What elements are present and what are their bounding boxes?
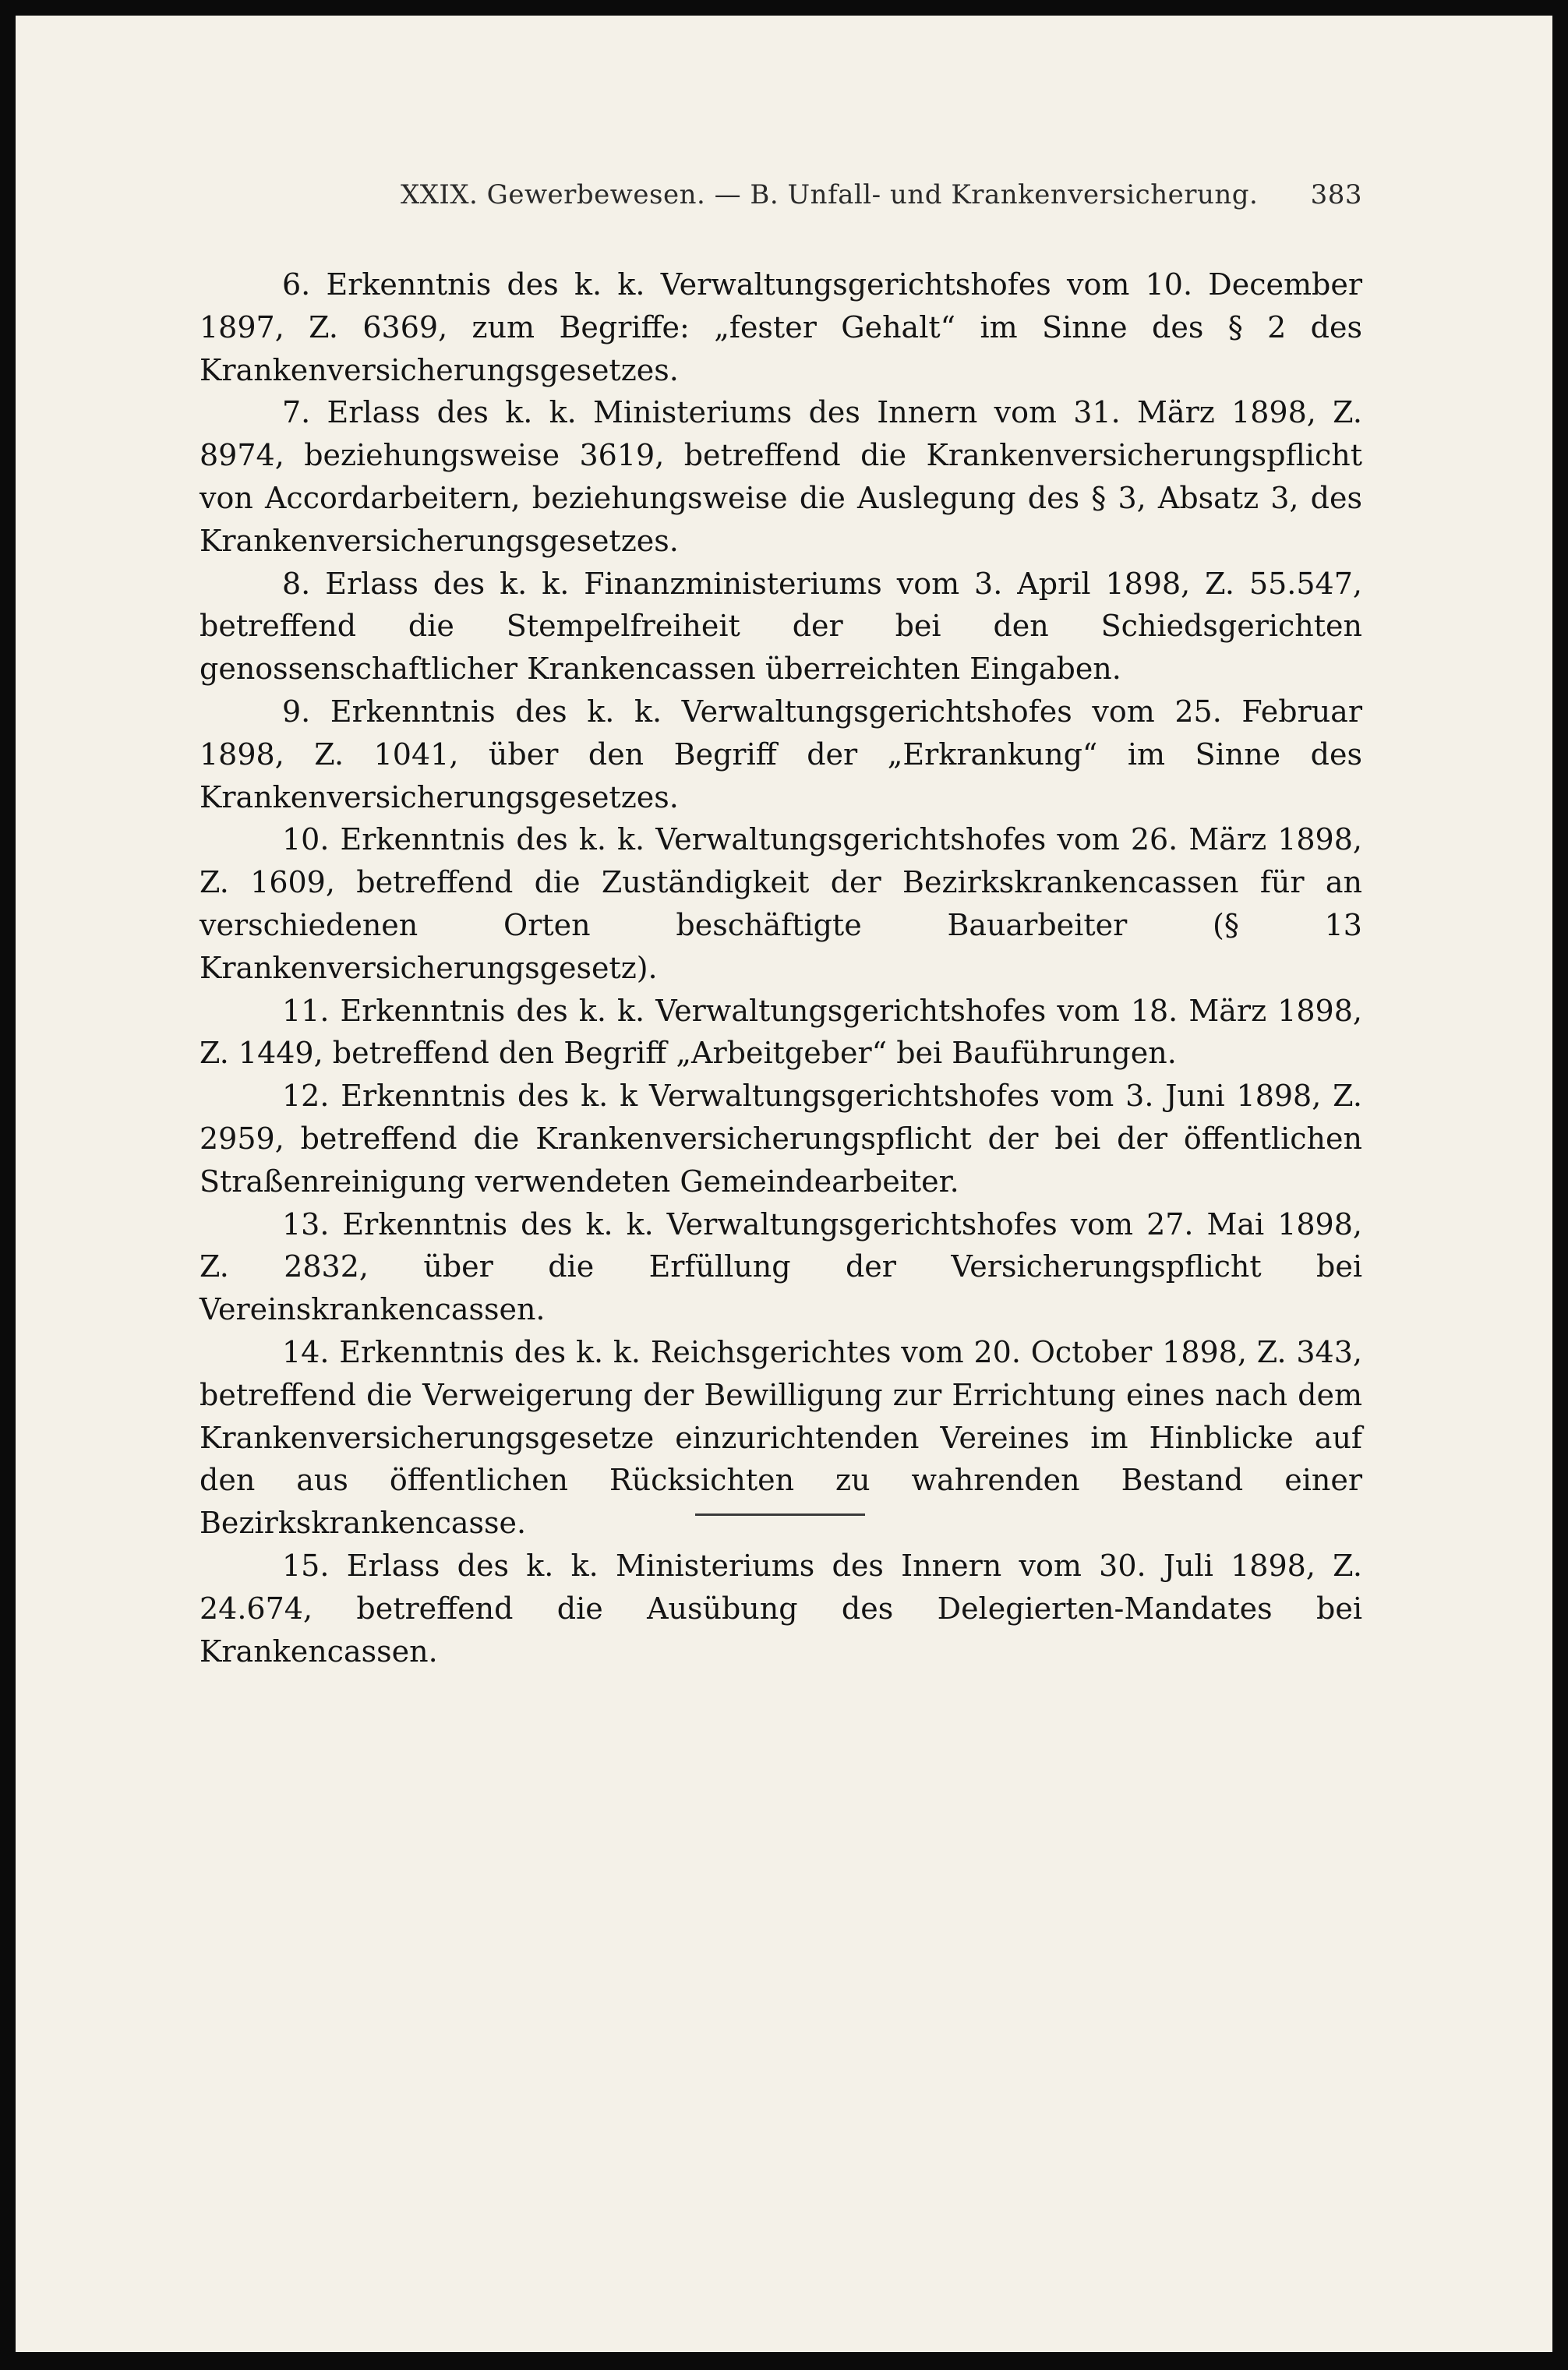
running-header: [200, 171, 1362, 221]
entry-14: 14. Erkenntnis des k. k. Reichsgerichtes vom 20. October 1898, Z. 343, betreffend die Verweigerung der Bewilligung zur Errichtung eines nach dem Krankenversicherungsgesetze einzurichtenden Vereines im Hinblicke auf den aus öffentlichen Rücksichten zu wahrenden Bestand einer Bezirkskrankencasse.: [200, 1334, 1362, 1541]
entry-9: 9. Erkenntnis des k. k. Verwaltungsgerichtshofes vom 25. Februar 1898, Z. 1041, über den Begriff der „Erkrankung“ im Sinne des Krankenversicherungsgesetzes.: [200, 694, 1362, 814]
document-page: [16, 16, 1552, 2352]
entry-7: 7. Erlass des k. k. Ministeriums des Innern vom 31. März 1898, Z. 8974, beziehungsweise 3619, betreffend die Krankenversicherungspflicht von Accordarbeitern, beziehungsweise die Auslegung des § 3, Absatz 3, des Krankenversicherungsgesetzes.: [200, 395, 1362, 558]
entry-11: 11. Erkenntnis des k. k. Verwaltungsgerichtshofes vom 18. März 1898, Z. 1449, betreffend den Begriff „Arbeitgeber“ bei Bauführungen.: [200, 993, 1362, 1071]
page-number: 383: [1310, 179, 1362, 210]
entry-15: 15. Erlass des k. k. Ministeriums des Innern vom 30. Juli 1898, Z. 24.674, betreffend die Ausübung des Delegierten-Mandates bei Krankencassen.: [200, 1548, 1362, 1669]
entry-13: 13. Erkenntnis des k. k. Verwaltungsgerichtshofes vom 27. Mai 1898, Z. 2832, über die Erfüllung der Versicherungspflicht bei Vereinskrankencassen.: [200, 1206, 1362, 1327]
entry-10: 10. Erkenntnis des k. k. Verwaltungsgerichtshofes vom 26. März 1898, Z. 1609, betreffend die Zuständigkeit der Bezirkskrankencassen für an verschiedenen Orten beschäftigte Bauarbeiter (§ 13 Krankenversicherungsgesetz).: [200, 822, 1362, 985]
header-title: XXIX. Gewerbewesen. — B. Unfall- und Krankenversicherung.: [401, 179, 1259, 210]
entry-12: 12. Erkenntnis des k. k Verwaltungsgerichtshofes vom 3. Juni 1898, Z. 2959, betreffend die Krankenversicherungspflicht der bei der öffentlichen Straßenreinigung verwendeten Gemeindearbeiter.: [200, 1079, 1362, 1199]
entry-6: 6. Erkenntnis des k. k. Verwaltungsgerichtshofes vom 10. December 1897, Z. 6369, zum Begriffe: „fester Gehalt“ im Sinne des § 2 des Krankenversicherungsgesetzes.: [200, 267, 1362, 387]
entry-list: [200, 263, 1362, 1672]
section-divider: [695, 1513, 865, 1516]
entry-8: 8. Erlass des k. k. Finanzministeriums vom 3. April 1898, Z. 55.547, betreffend die Stempelfreiheit der bei den Schiedsgerichten genossenschaftlicher Krankencassen überreichten Eingaben.: [200, 566, 1362, 687]
